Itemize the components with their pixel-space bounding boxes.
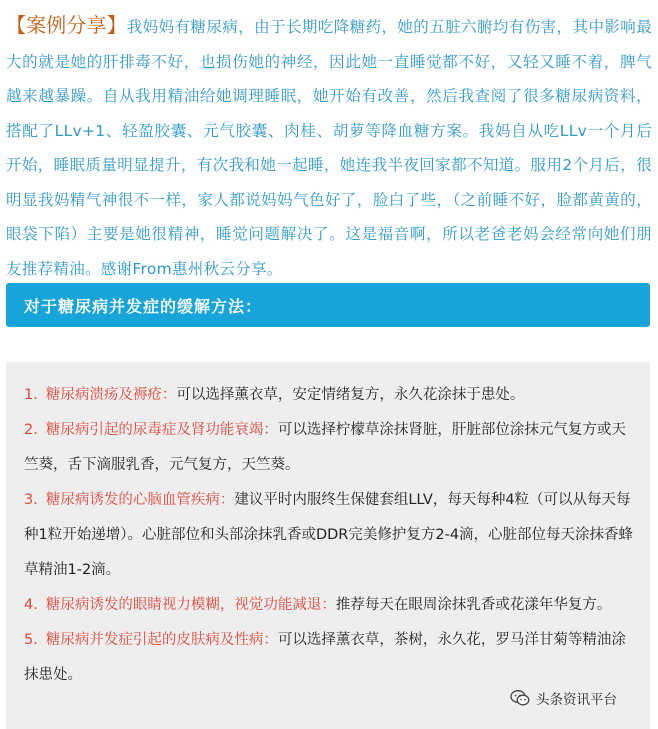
- case-share-tag: 【案例分享】: [6, 13, 127, 37]
- item-topic: 糖尿病诱发的眼睛视力模糊，视觉功能减退：: [45, 597, 336, 613]
- watermark-text: 头条资讯平台: [536, 692, 617, 708]
- list-item: [24, 378, 640, 413]
- section-title: 对于糖尿病并发症的缓解方法：: [24, 297, 263, 316]
- item-detail: 推荐每天在眼周涂抹乳香或花漾年华复方。: [335, 597, 612, 613]
- wechat-icon: [510, 689, 530, 707]
- item-topic: 糖尿病诱发的心脑血管疾病：: [45, 492, 235, 508]
- item-number: 1.: [24, 387, 38, 403]
- item-number: 5.: [24, 632, 38, 648]
- list-item: [24, 413, 640, 483]
- item-topic: 糖尿病并发症引起的皮肤病及性病：: [45, 632, 278, 648]
- section-banner: [6, 283, 650, 327]
- item-topic: 糖尿病引起的尿毒症及肾功能衰竭：: [45, 422, 278, 438]
- methods-list: [6, 362, 650, 693]
- item-number: 3.: [24, 492, 38, 508]
- methods-box: [6, 362, 650, 729]
- item-topic: 糖尿病溃疡及褥疮：: [45, 387, 177, 403]
- item-number: 2.: [24, 422, 38, 438]
- item-detail: 可以选择薰衣草，茶树，永久花，罗马洋甘菊等精油涂抹患处。: [24, 632, 626, 683]
- item-number: 4.: [24, 597, 38, 613]
- case-share-text: 我妈妈有糖尿病，由于长期吃降糖药，她的五脏六腑均有伤害，其中影响最大的就是她的肝排毒不好，也损伤她的神经，因此她一直睡觉都不好，又轻又睡不着，脾气越来越暴躁。自从我用精油给她调理睡眠，她开始有改善，然后我查阅了很多糖尿病资料，搭配了LLv+1、轻盈胶囊、元气胶囊、肉桂、胡萝等降血糖方案。我妈自从吃LLv一个月后开始，睡眠质量明显提升，有次我和她一起睡，她连我半夜回家都不知道。服用2个月后，很明显我妈精气神很不一样，家人都说妈妈气色好了，脸白了些，（之前睡不好，脸都黄黄的，眼袋下陷）主要是她很精神，睡觉问题解决了。这是福音啊，所以老爸老妈会经常向她们朋友推荐精油。感谢From惠州秋云分享。: [6, 18, 653, 278]
- list-item: [24, 588, 640, 623]
- item-detail: 可以选择薰衣草，安定情绪复方，永久花涂抹于患处。: [176, 387, 525, 403]
- list-item: [24, 623, 640, 693]
- watermark: [510, 688, 617, 708]
- list-item: [24, 483, 640, 588]
- case-share-paragraph: [6, 8, 652, 286]
- item-detail: 建议平时内服终生保健套组LLV，每天每种4粒（可以从每天每种1粒开始递增）。心脏部位和头部涂抹乳香或DDR完美修护复方2-4滴，心脏部位每天涂抹香蜂草精油1-2滴。: [24, 492, 634, 578]
- item-detail: 可以选择柠檬草涂抹肾脏，肝脏部位涂抹元气复方或天竺葵，舌下滴服乳香，元气复方，天竺葵。: [24, 422, 626, 473]
